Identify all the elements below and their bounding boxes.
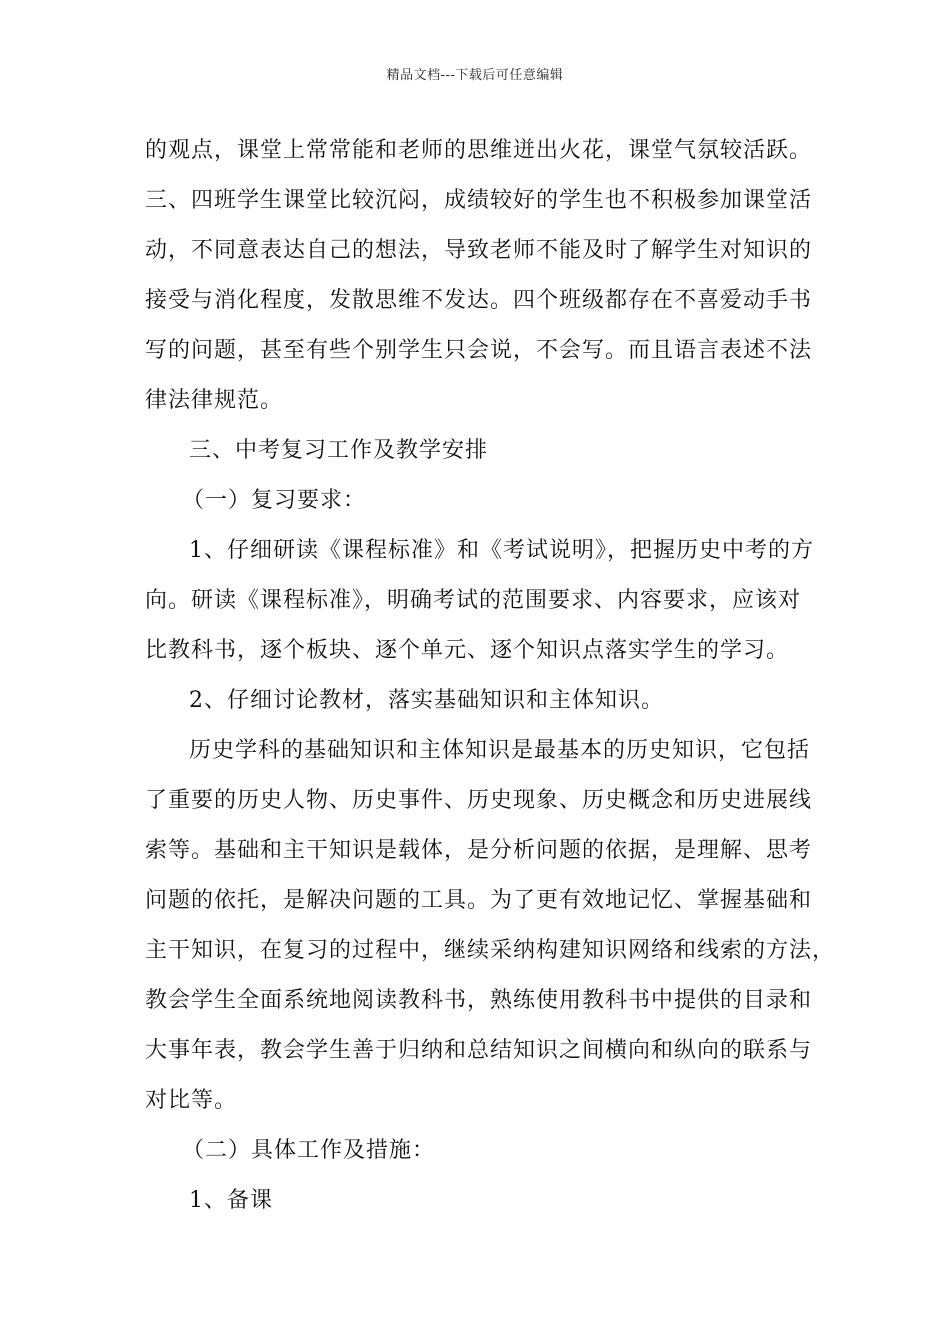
text-line: 向。研读《课程标准》，明确考试的范围要求、内容要求，应该对 [145, 588, 802, 613]
text-line: 三、四班学生课堂比较沉闷，成绩较好的学生也不积极参加课堂活 [145, 188, 813, 213]
text-line: 1、备课 [189, 1188, 273, 1213]
section-heading: 三、中考复习工作及教学安排 [189, 438, 489, 463]
subsection-heading: （二）具体工作及措施： [182, 1138, 436, 1163]
text-line: 问题的依托，是解决问题的工具。为了更有效地记忆、掌握基础和 [145, 888, 813, 913]
subsection-heading: （一）复习要求： [182, 488, 367, 513]
text-line: 大事年表，教会学生善于归纳和总结知识之间横向和纵向的联系与 [145, 1038, 813, 1063]
text-line: 2、仔细讨论教材，落实基础知识和主体知识。 [189, 688, 664, 713]
text-line: 接受与消化程度，发散思维不发达。四个班级都存在不喜爱动手书 [145, 288, 813, 313]
text-line: 教会学生全面系统地阅读教科书，熟练使用教科书中提供的目录和 [145, 988, 813, 1013]
text-line: 主干知识，在复习的过程中，继续采纳构建知识网络和线索的方法， [145, 938, 836, 963]
text-line: 写的问题，甚至有些个别学生只会说，不会写。而且语言表述不法 [145, 338, 813, 363]
text-line: 比教科书，逐个板块、逐个单元、逐个知识点落实学生的学习。 [145, 638, 790, 663]
text-line: 了重要的历史人物、历史事件、历史现象、历史概念和历史进展线 [145, 788, 813, 813]
text-line: 律法律规范。 [145, 388, 284, 413]
text-line: 动，不同意表达自己的想法，导致老师不能及时了解学生对知识的 [145, 238, 813, 263]
text-line: 历史学科的基础知识和主体知识是最基本的历史知识，它包括 [189, 738, 811, 763]
text-line: 的观点，课堂上常常能和老师的思维迸出火花，课堂气氛较活跃。 [145, 138, 813, 163]
text-line: 对比等。 [145, 1088, 238, 1113]
text-line: 索等。基础和主干知识是载体，是分析问题的依据，是理解、思考 [145, 838, 813, 863]
text-line: 1、仔细研读《课程标准》和《考试说明》，把握历史中考的方 [189, 538, 814, 563]
page-header: 精品文档---下载后可任意编辑 [386, 68, 564, 83]
